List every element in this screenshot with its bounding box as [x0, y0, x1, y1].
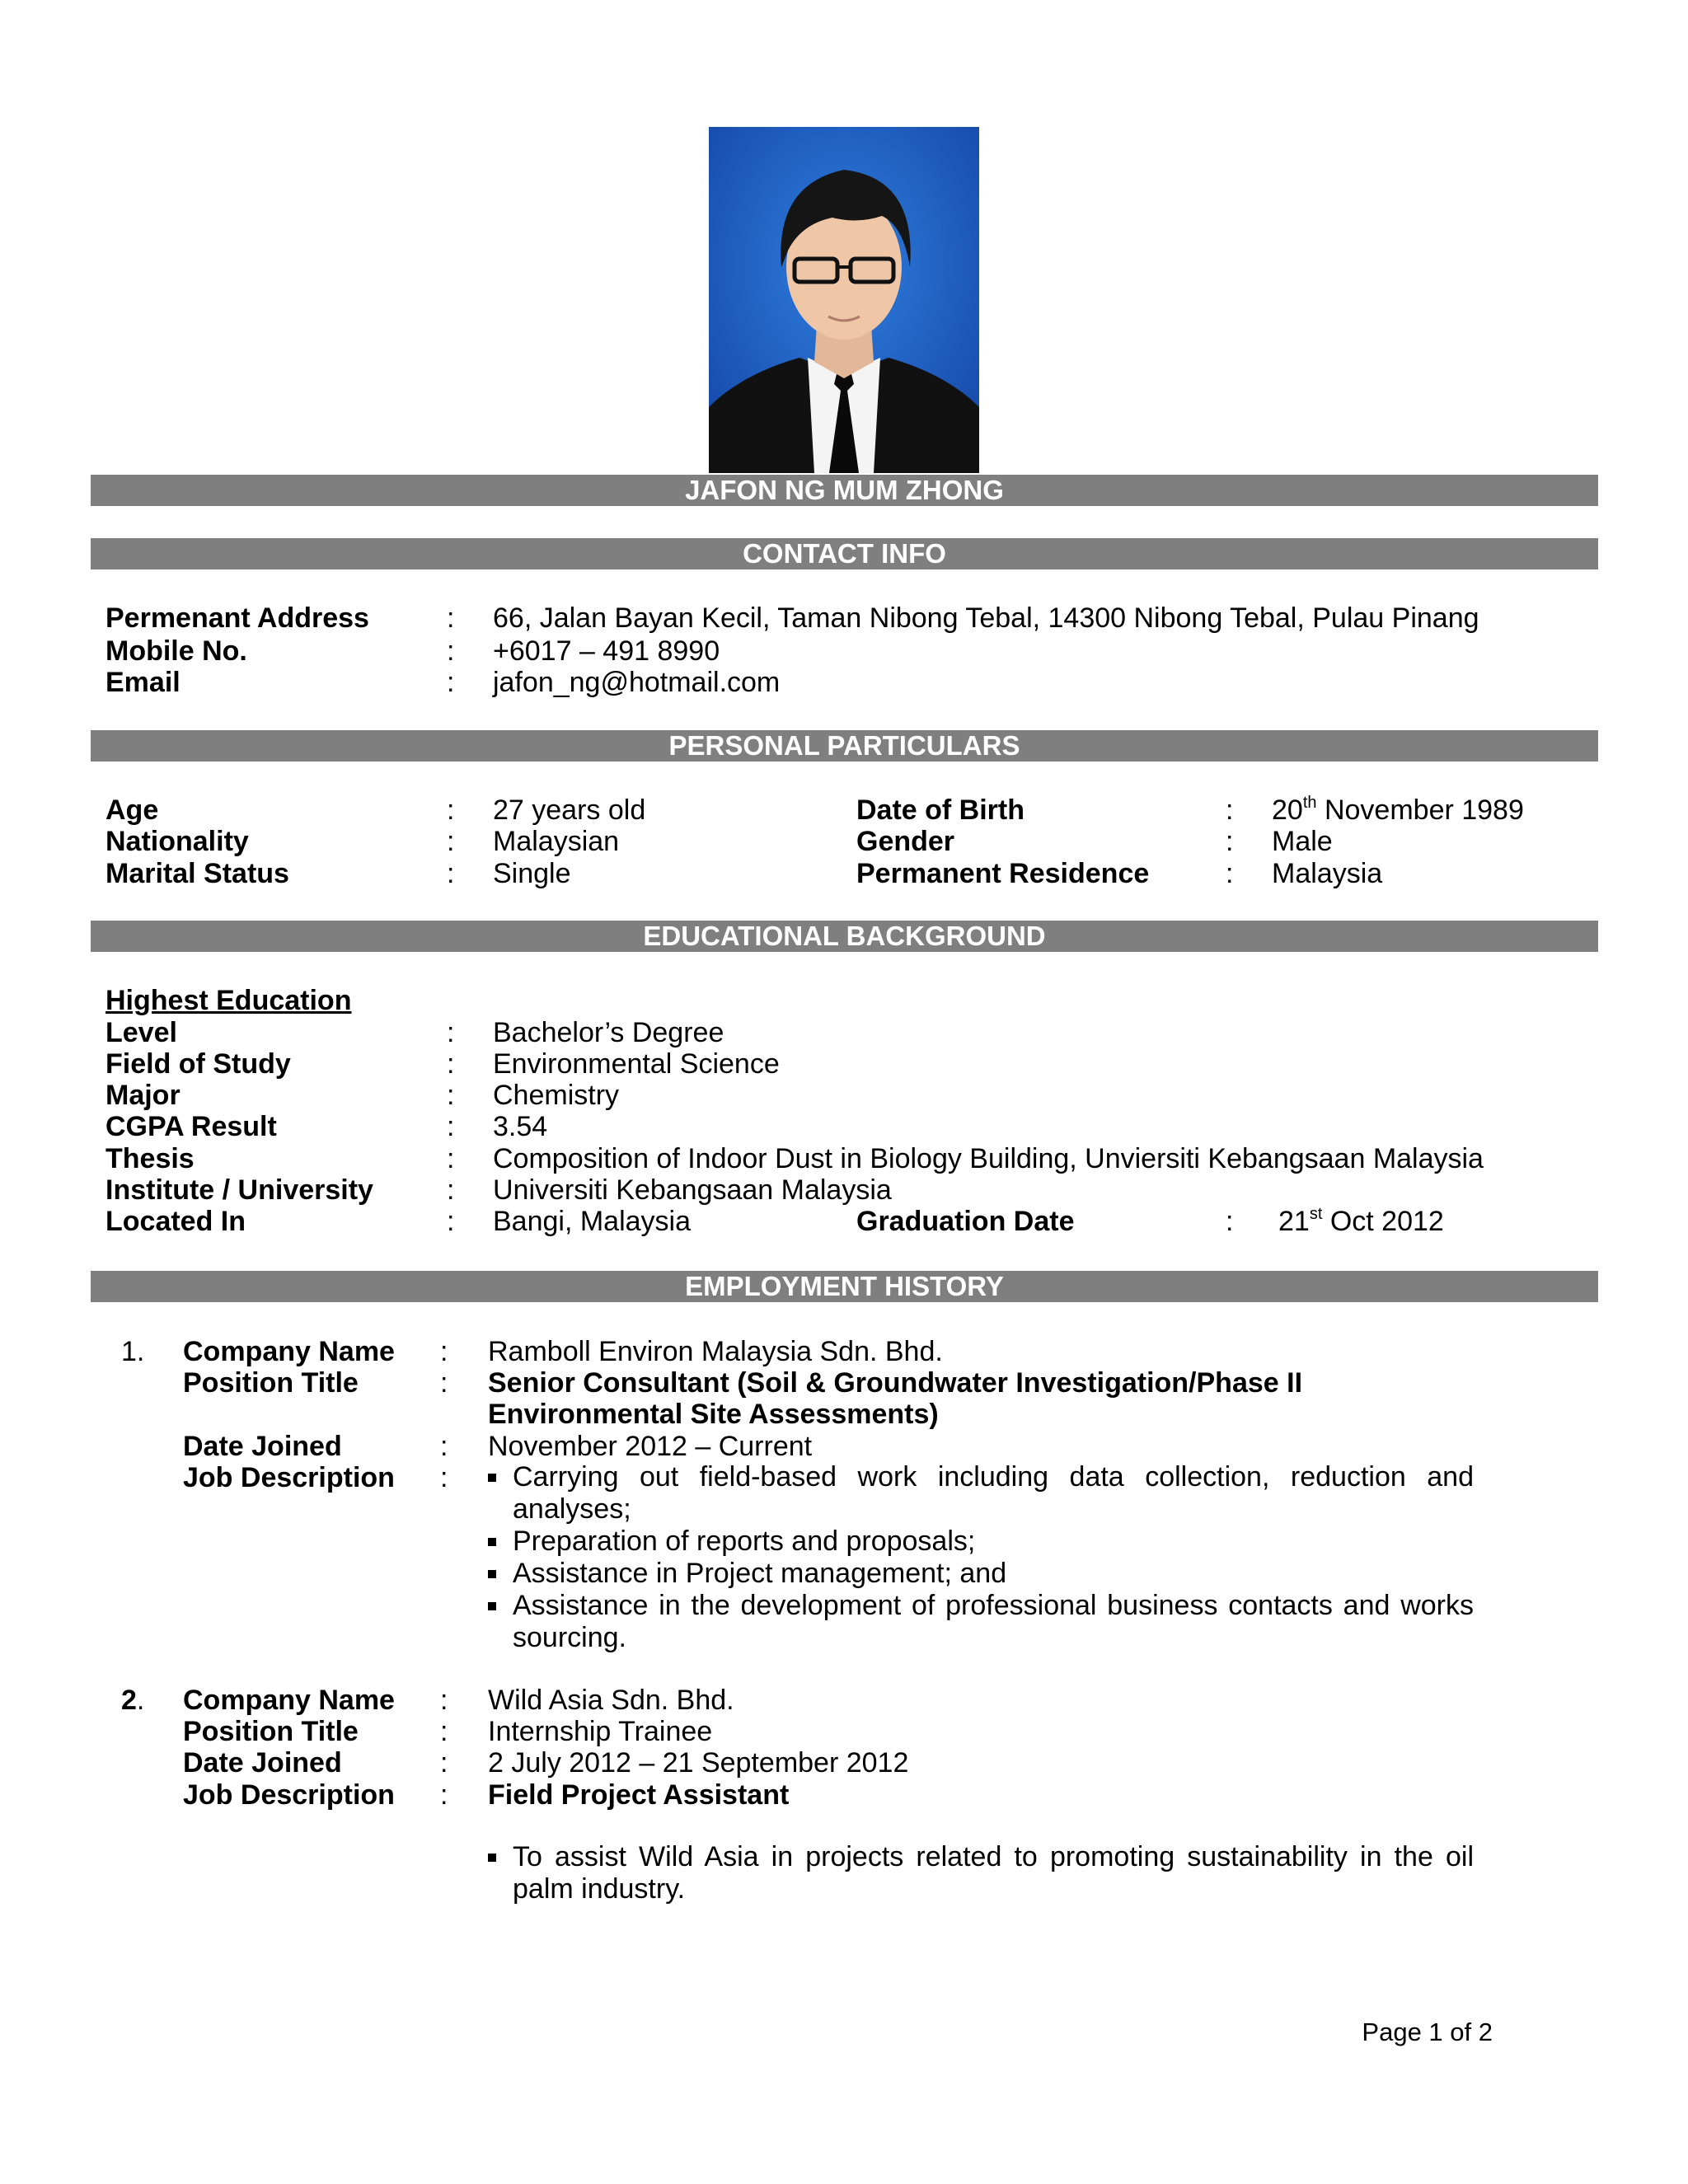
colon: : — [447, 635, 455, 667]
job1-joined-value: November 2012 – Current — [488, 1431, 813, 1462]
job1-duties-list — [488, 1461, 1474, 1654]
level-label: Level — [106, 1017, 177, 1048]
section-employment-history: EMPLOYMENT HISTORY — [91, 1271, 1598, 1302]
institute-label: Institute / University — [106, 1174, 373, 1206]
job2-description-row — [0, 1779, 1688, 1811]
colon: : — [1226, 794, 1234, 826]
duty-item: Assistance in Project management; and — [488, 1558, 1474, 1590]
education-heading-row — [0, 984, 1688, 1017]
colon: : — [447, 667, 455, 698]
section-contact-info: CONTACT INFO — [91, 538, 1598, 569]
company-label: Company Name — [183, 1336, 395, 1367]
mobile-row — [0, 635, 1688, 668]
job1-joined-row — [0, 1430, 1688, 1463]
colon: : — [447, 1080, 455, 1111]
position-label: Position Title — [183, 1716, 359, 1747]
job2-company-value: Wild Asia Sdn. Bhd. — [488, 1685, 734, 1716]
located-row — [0, 1205, 1688, 1238]
job1-company-row — [0, 1335, 1688, 1368]
colon: : — [447, 602, 455, 634]
duty-item: Preparation of reports and proposals; — [488, 1526, 1474, 1558]
colon: : — [440, 1431, 448, 1462]
page-number: Page 1 of 2 — [1362, 2018, 1493, 2046]
job2-position-row — [0, 1715, 1688, 1748]
colon: : — [447, 1017, 455, 1048]
field-value: Environmental Science — [493, 1048, 780, 1080]
highest-education-heading: Highest Education — [106, 985, 352, 1016]
colon: : — [440, 1779, 448, 1811]
major-row — [0, 1079, 1688, 1112]
level-row — [0, 1016, 1688, 1049]
field-row — [0, 1047, 1688, 1080]
institute-row — [0, 1174, 1688, 1207]
job2-joined-row — [0, 1746, 1688, 1779]
located-value: Bangi, Malaysia — [493, 1206, 692, 1237]
age-row — [0, 794, 1688, 827]
duty-item: Assistance in the development of professional business contacts and works sourcing. — [488, 1590, 1474, 1654]
address-row — [0, 602, 1688, 635]
section-educational-background: EDUCATIONAL BACKGROUND — [91, 921, 1598, 952]
description-label: Job Description — [183, 1779, 395, 1811]
thesis-value: Composition of Indoor Dust in Biology Building, Unviersiti Kebangsaan Malaysia — [493, 1143, 1484, 1174]
joined-label: Date Joined — [183, 1431, 342, 1462]
duty-item: To assist Wild Asia in projects related to promoting sustainability in the oil palm industry. — [488, 1841, 1474, 1905]
major-value: Chemistry — [493, 1080, 620, 1111]
thesis-row — [0, 1142, 1688, 1175]
job2-joined-value: 2 July 2012 – 21 September 2012 — [488, 1747, 909, 1779]
job1-position-value: Senior Consultant (Soil & Groundwater Investigation/Phase II — [488, 1367, 1303, 1399]
job1-position-row — [0, 1366, 1688, 1399]
colon: : — [440, 1685, 448, 1716]
position-label: Position Title — [183, 1367, 359, 1399]
colon: : — [447, 858, 455, 889]
section-personal-particulars: PERSONAL PARTICULARS — [91, 730, 1598, 762]
nationality-row — [0, 825, 1688, 858]
colon: : — [447, 1048, 455, 1080]
address-value: 66, Jalan Bayan Kecil, Taman Nibong Tebal, 14300 Nibong Tebal, Pulau Pinang — [493, 602, 1479, 634]
graduation-label: Graduation Date — [856, 1206, 1075, 1237]
job2-company-row — [0, 1684, 1688, 1717]
dob-label: Date of Birth — [856, 794, 1025, 826]
email-row — [0, 666, 1688, 699]
description-label: Job Description — [183, 1462, 395, 1493]
colon: : — [440, 1716, 448, 1747]
job2-role-value: Field Project Assistant — [488, 1779, 790, 1811]
major-label: Major — [106, 1080, 181, 1111]
colon: : — [440, 1336, 448, 1367]
colon: : — [440, 1462, 448, 1493]
gender-label: Gender — [856, 826, 955, 857]
marital-row — [0, 857, 1688, 890]
colon: : — [447, 1174, 455, 1206]
job2-number: 2. — [121, 1685, 145, 1716]
cgpa-row — [0, 1110, 1688, 1143]
job1-position-value-cont: Environmental Site Assessments) — [488, 1399, 939, 1430]
name-bar — [91, 475, 1598, 506]
colon: : — [447, 1111, 455, 1142]
age-value: 27 years old — [493, 794, 646, 826]
mobile-value: +6017 – 491 8990 — [493, 635, 720, 667]
joined-label: Date Joined — [183, 1747, 342, 1779]
institute-value: Universiti Kebangsaan Malaysia — [493, 1174, 892, 1206]
colon: : — [440, 1747, 448, 1779]
gender-value: Male — [1272, 826, 1333, 857]
graduation-value: 21st Oct 2012 — [1278, 1204, 1444, 1237]
address-label: Permenant Address — [106, 602, 369, 634]
colon: : — [440, 1367, 448, 1399]
email-label: Email — [106, 667, 181, 698]
candidate-name: JAFON NG MUM ZHONG — [685, 475, 1004, 505]
age-label: Age — [106, 794, 159, 826]
job1-number: 1. — [121, 1336, 145, 1367]
colon: : — [447, 1143, 455, 1174]
field-label: Field of Study — [106, 1048, 291, 1080]
profile-photo — [709, 127, 979, 473]
email-value: jafon_ng@hotmail.com — [493, 667, 781, 698]
thesis-label: Thesis — [106, 1143, 195, 1174]
level-value: Bachelor’s Degree — [493, 1017, 724, 1048]
job1-company-value: Ramboll Environ Malaysia Sdn. Bhd. — [488, 1336, 943, 1367]
cgpa-label: CGPA Result — [106, 1111, 277, 1142]
nationality-value: Malaysian — [493, 826, 620, 857]
job1-position-row-2 — [0, 1398, 1688, 1431]
colon: : — [447, 1206, 455, 1237]
dob-value: 20th November 1989 — [1272, 793, 1524, 826]
cgpa-value: 3.54 — [493, 1111, 548, 1142]
marital-label: Marital Status — [106, 858, 289, 889]
colon: : — [447, 826, 455, 857]
residence-value: Malaysia — [1272, 858, 1383, 889]
located-label: Located In — [106, 1206, 246, 1237]
mobile-label: Mobile No. — [106, 635, 247, 667]
company-label: Company Name — [183, 1685, 395, 1716]
colon: : — [447, 794, 455, 826]
marital-value: Single — [493, 858, 571, 889]
duty-item: Carrying out field-based work including data collection, reduction and analyses; — [488, 1461, 1474, 1526]
job2-position-value: Internship Trainee — [488, 1716, 713, 1747]
colon: : — [1226, 1206, 1234, 1237]
nationality-label: Nationality — [106, 826, 249, 857]
colon: : — [1226, 826, 1234, 857]
colon: : — [1226, 858, 1234, 889]
residence-label: Permanent Residence — [856, 858, 1150, 889]
job2-duties-list — [488, 1841, 1474, 1905]
